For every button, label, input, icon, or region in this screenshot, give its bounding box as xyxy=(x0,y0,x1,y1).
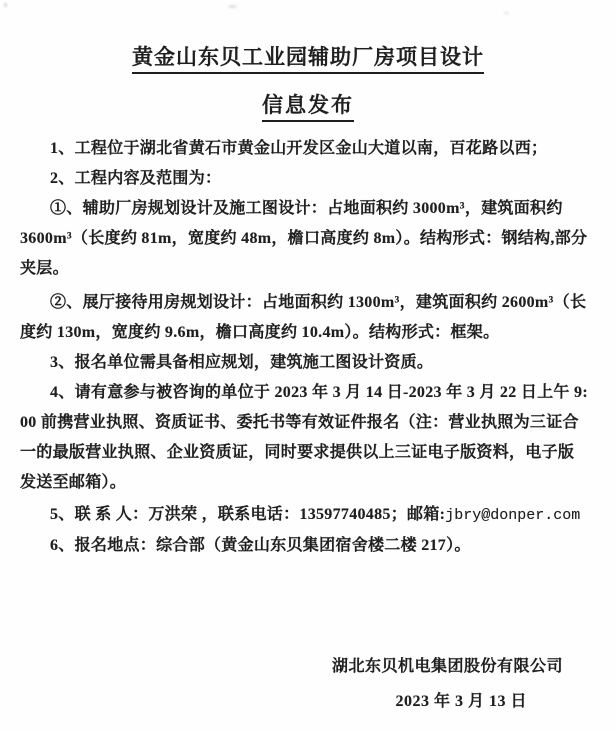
document-title xyxy=(0,44,616,74)
body-line-item1-cont: 3600m³（长度约 81m，宽度约 48m，檐口高度约 8m）。结构形式：钢结构,部分 xyxy=(20,230,588,247)
document-date: 2023 年 3 月 13 日 xyxy=(395,693,527,710)
contact-line xyxy=(20,500,590,531)
company-name: 湖北东贝机电集团股份有限公司 xyxy=(331,658,563,675)
scan-speck xyxy=(504,12,509,14)
body-line-qualification: 3、报名单位需具备相应规划，建筑施工图设计资质。 xyxy=(50,354,434,371)
document-footer xyxy=(20,652,590,717)
body-line-signup-cont1: 00 前携营业执照、资质证书、委托书等有效证件报名（注：营业执照为三证合 xyxy=(20,414,579,431)
contact-email: jbry@donper.com xyxy=(445,507,581,524)
contact-phone: 13597740485 xyxy=(299,506,391,523)
document-body xyxy=(20,134,590,717)
body-line-location: 1、工程位于湖北省黄石市黄金山开发区金山大道以南，百花路以西； xyxy=(50,140,548,157)
body-line-signup-cont2: 一的最版营业执照、企业资质证，同时要求提供以上三证电子版资料，电子版 xyxy=(20,444,575,461)
body-line-item1-first: ①、辅助厂房规划设计及施工图设计：占地面积约 3000m³，建筑面积约 xyxy=(50,200,563,217)
document-header xyxy=(0,0,616,122)
registration-location-line: 6、报名地点：综合部（黄金山东贝集团宿舍楼二楼 217）。 xyxy=(50,537,471,554)
document-subtitle-text: 信息发布 xyxy=(262,92,354,122)
body-line-scope-heading: 2、工程内容及范围为： xyxy=(50,170,222,187)
scan-speck xyxy=(4,3,7,7)
body-line-item2-cont: 度约 130m，宽度约 9.6m，檐口高度约 10.4m）。结构形式：框架。 xyxy=(20,324,500,341)
body-line-item1-end: 夹层。 xyxy=(20,260,69,277)
contact-prefix: 5、联 系 人：万洪荣 ，联系电话： xyxy=(50,506,300,523)
body-line-signup-end: 发送至邮箱）。 xyxy=(20,474,127,491)
contact-separator: ；邮箱: xyxy=(390,506,446,523)
body-line-signup-first: 4、请有意参与被咨询的单位于 2023 年 3 月 14 日-2023 年 3 月 22 日上午 9: xyxy=(50,384,588,401)
scan-speck xyxy=(228,5,237,8)
document-title-text: 黄金山东贝工业园辅助厂房项目设计 xyxy=(132,44,484,74)
document-subtitle xyxy=(0,92,616,122)
body-line-item2-first: ②、展厅接待用房规划设计：占地面积约 1300m³，建筑面积约 2600m³（长 xyxy=(50,294,587,311)
